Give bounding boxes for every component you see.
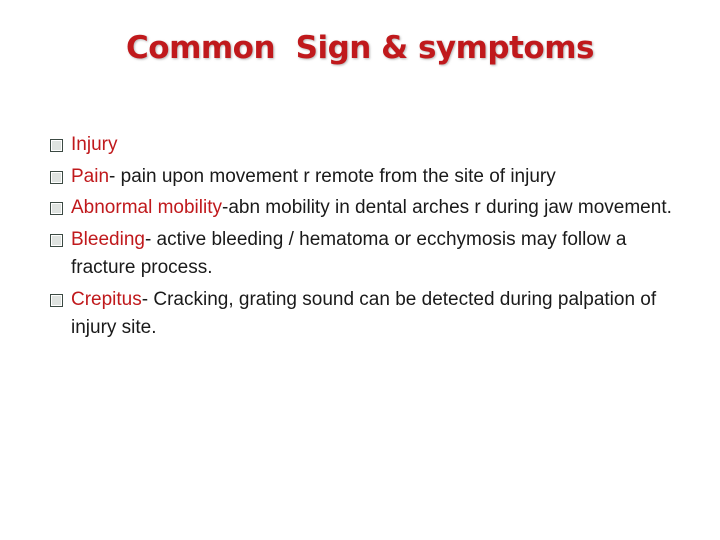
- checkbox-square-icon: [50, 234, 63, 247]
- bullet-term: Crepitus: [71, 288, 142, 310]
- checkbox-square-icon: [50, 202, 63, 215]
- bullet-list: [50, 131, 690, 346]
- bullet-item-pain: [50, 163, 690, 192]
- bullet-item-crepitus: [50, 286, 690, 343]
- bullet-item-injury: [50, 131, 690, 160]
- bullet-text: - active bleeding / hematoma or ecchymosis may follow a fracture process.: [71, 228, 627, 278]
- bullet-term: Pain: [71, 165, 110, 187]
- checkbox-square-icon: [50, 171, 63, 184]
- bullet-text: - Cracking, grating sound can be detected during palpation of injury site.: [71, 288, 657, 338]
- checkbox-square-icon: [50, 139, 63, 152]
- bullet-item-abnormal-mobility: [50, 194, 690, 223]
- bullet-term: Injury: [71, 134, 118, 155]
- bullet-term: Abnormal mobility: [71, 197, 222, 218]
- bullet-text: -abn mobility in dental arches r during jaw movement.: [222, 197, 672, 218]
- bullet-item-bleeding: [50, 226, 690, 283]
- checkbox-square-icon: [50, 294, 63, 307]
- bullet-term: Bleeding: [71, 228, 145, 250]
- slide-title: Common Sign & symptoms: [126, 30, 594, 66]
- bullet-text: - pain upon movement r remote from the site of injury: [109, 165, 556, 187]
